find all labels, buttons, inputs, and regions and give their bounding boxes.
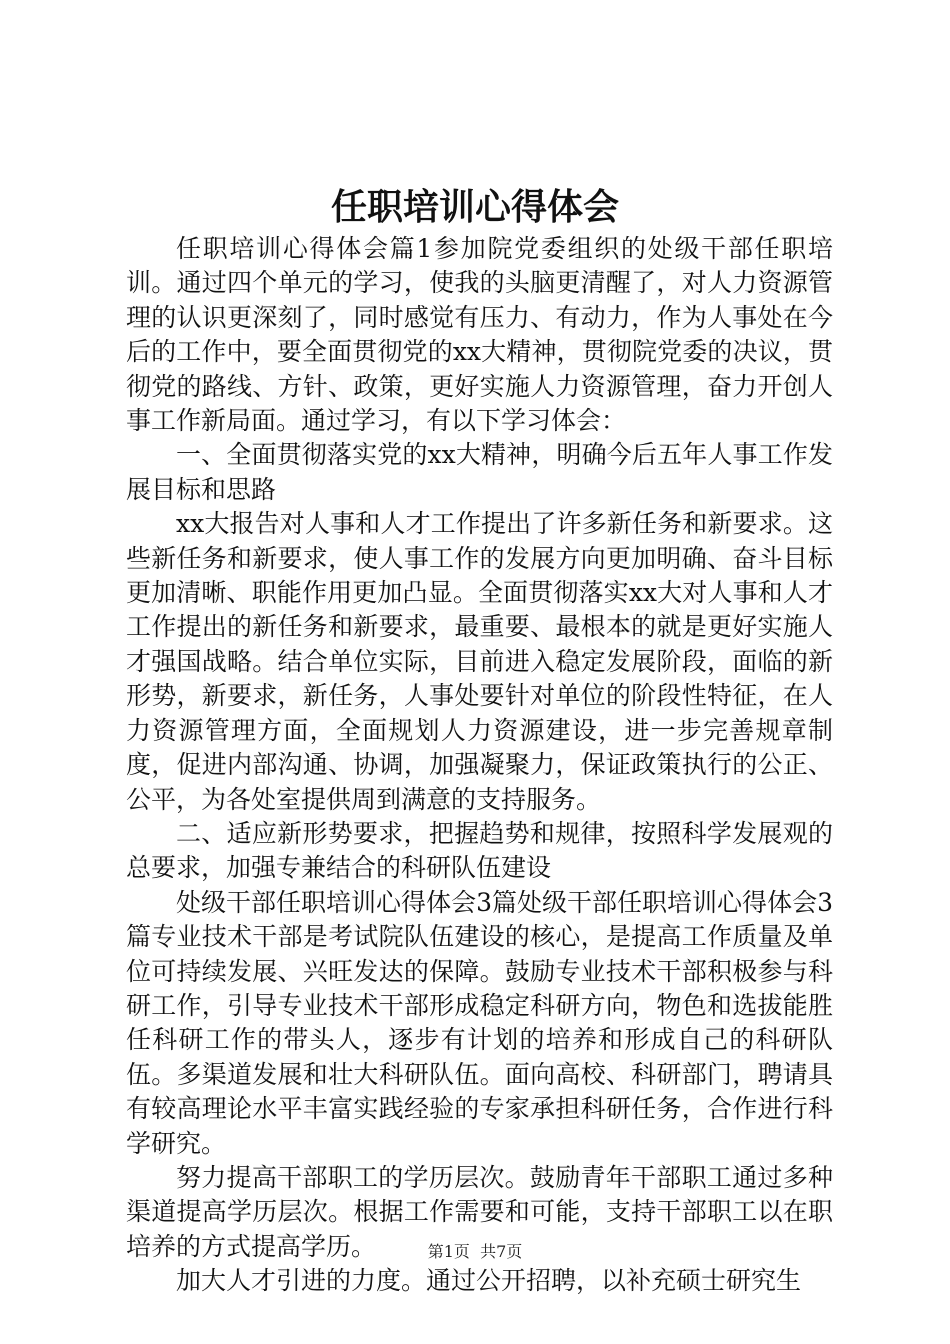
section-heading: 一、全面贯彻落实党的xx大精神，明确今后五年人事工作发展目标和思路 bbox=[126, 440, 833, 504]
page-number: 第1页 bbox=[427, 1242, 470, 1261]
document-body bbox=[126, 232, 833, 1299]
page-footer bbox=[0, 1240, 950, 1264]
paragraph: xx大报告对人事和人才工作提出了许多新任务和新要求。这些新任务和新要求，使人事工作的发展方向更加明确、奋斗目标更加清晰、职能作用更加凸显。全面贯彻落实xx大对人事和人才工作提出的新任务和新要求，最重要、最根本的就是更好实施人才强国战略。结合单位实际，目前进入稳定发展阶段，面临的新形势，新要求，新任务，人事处要针对单位的阶段性特征，在人力资源管理方面，全面规划人力资源建设，进一步完善规章制度，促进内部沟通、协调，加强凝聚力，保证政策执行的公正、公平，为各处室提供周到满意的支持服务。 bbox=[126, 509, 833, 814]
paragraph: 加大人才引进的力度。通过公开招聘，以补充硕士研究生 bbox=[176, 1266, 802, 1296]
paragraph: 处级干部任职培训心得体会3篇处级干部任职培训心得体会3篇专业技术干部是考试院队伍建设的核心，是提高工作质量及单位可持续发展、兴旺发达的保障。鼓励专业技术干部积极参与科研工作，引导专业技术干部形成稳定科研方向，物色和选拔能胜任科研工作的带头人，逐步有计划的培养和形成自己的科研队伍。多渠道发展和壮大科研队伍。面向高校、科研部门，聘请具有较高理论水平丰富实践经验的专家承担科研任务，合作进行科学研究。 bbox=[126, 887, 833, 1158]
footer-spacer bbox=[470, 1242, 480, 1261]
paragraph: 任职培训心得体会篇1参加院党委组织的处级干部任职培训。通过四个单元的学习，使我的头脑更清醒了，对人力资源管理的认识更深刻了，同时感觉有压力、有动力，作为人事处在今后的工作中，要全面贯彻党的xx大精神，贯彻院党委的决议，贯彻党的路线、方针、政策，更好实施人力资源管理，奋力开创人事工作新局面。通过学习，有以下学习体会： bbox=[126, 234, 833, 436]
page-title: 任职培训心得体会 bbox=[330, 187, 619, 228]
section-heading: 二、适应新形势要求，把握趋势和规律，按照科学发展观的总要求，加强专兼结合的科研队伍建设 bbox=[126, 818, 833, 883]
page-total: 共7页 bbox=[480, 1242, 523, 1261]
paragraph: 努力提高干部职工的学历层次。鼓励青年干部职工通过多种渠道提高学历层次。根据工作需要和可能，支持干部职工以在职培养的方式提高学历。 bbox=[126, 1162, 833, 1261]
